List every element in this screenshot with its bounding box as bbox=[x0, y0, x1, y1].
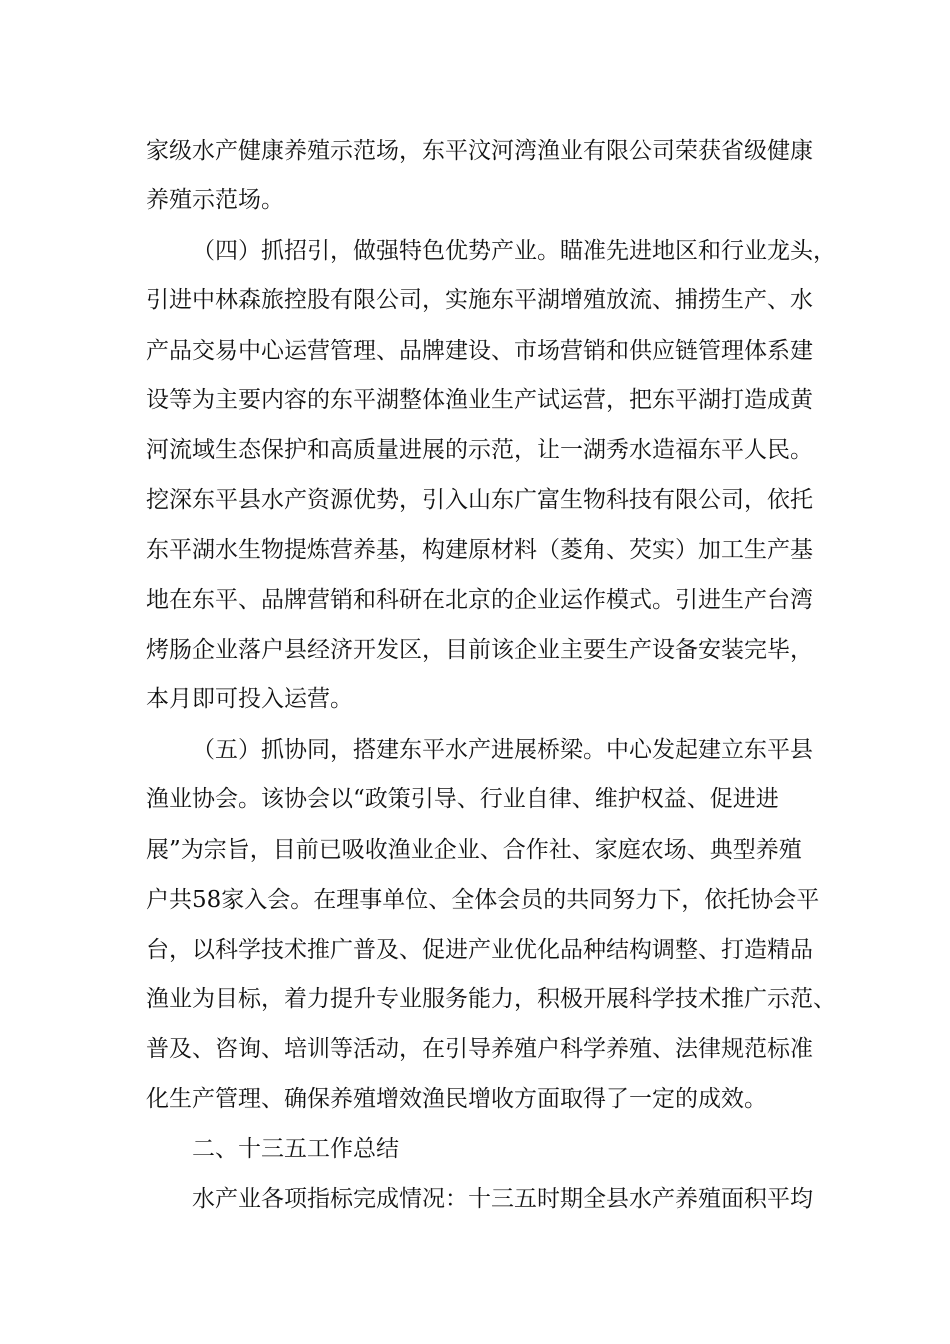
section-heading: 二、十三五工作总结 bbox=[192, 1136, 399, 1162]
text-line: 东平湖水生物提炼营养基，构建原材料（菱角、芡实）加工生产基 bbox=[146, 537, 813, 563]
text-line: 家级水产健康养殖示范场，东平汶河湾渔业有限公司荣获省级健康 bbox=[146, 138, 813, 164]
text-line: 引进中林森旅控股有限公司，实施东平湖增殖放流、捕捞生产、水 bbox=[146, 287, 813, 313]
text-line: 渔业为目标，着力提升专业服务能力，积极开展科学技术推广示范、 bbox=[146, 986, 836, 1012]
text-line: 地在东平、品牌营销和科研在北京的企业运作模式。引进生产台湾 bbox=[146, 587, 813, 613]
text-line: 渔业协会。该协会以“政策引导、行业自律、维护权益、促进进 bbox=[146, 786, 779, 812]
text-line: 水产业各项指标完成情况：十三五时期全县水产养殖面积平均 bbox=[192, 1186, 813, 1212]
text-line: 化生产管理、确保养殖增效渔民增收方面取得了一定的成效。 bbox=[146, 1086, 767, 1112]
text-line: 设等为主要内容的东平湖整体渔业生产试运营，把东平湖打造成黄 bbox=[146, 387, 813, 413]
text-line: 养殖示范场。 bbox=[146, 187, 284, 213]
text-line: 展”为宗旨，目前已吸收渔业企业、合作社、家庭农场、典型养殖 bbox=[146, 837, 802, 863]
text-line: 产品交易中心运营管理、品牌建设、市场营销和供应链管理体系建 bbox=[146, 338, 813, 364]
paragraph-heading-5: （五）抓协同，搭建东平水产进展桥梁。中心发起建立东平县 bbox=[192, 737, 813, 763]
text-line: 挖深东平县水产资源优势，引入山东广富生物科技有限公司，依托 bbox=[146, 487, 813, 513]
text-line: 河流域生态保护和高质量进展的示范，让一湖秀水造福东平人民。 bbox=[146, 437, 813, 463]
text-line: 台，以科学技术推广普及、促进产业优化品种结构调整、打造精品 bbox=[146, 937, 813, 963]
text-line: 户共58家入会。在理事单位、全体会员的共同努力下，依托协会平 bbox=[146, 887, 820, 913]
text-line: 普及、咨询、培训等活动，在引导养殖户科学养殖、法律规范标准 bbox=[146, 1036, 813, 1062]
text-line: 本月即可投入运营。 bbox=[146, 686, 353, 712]
paragraph-heading-4: （四）抓招引，做强特色优势产业。瞄准先进地区和行业龙头， bbox=[192, 238, 836, 264]
text-line: 烤肠企业落户县经济开发区，目前该企业主要生产设备安装完毕， bbox=[146, 637, 813, 663]
